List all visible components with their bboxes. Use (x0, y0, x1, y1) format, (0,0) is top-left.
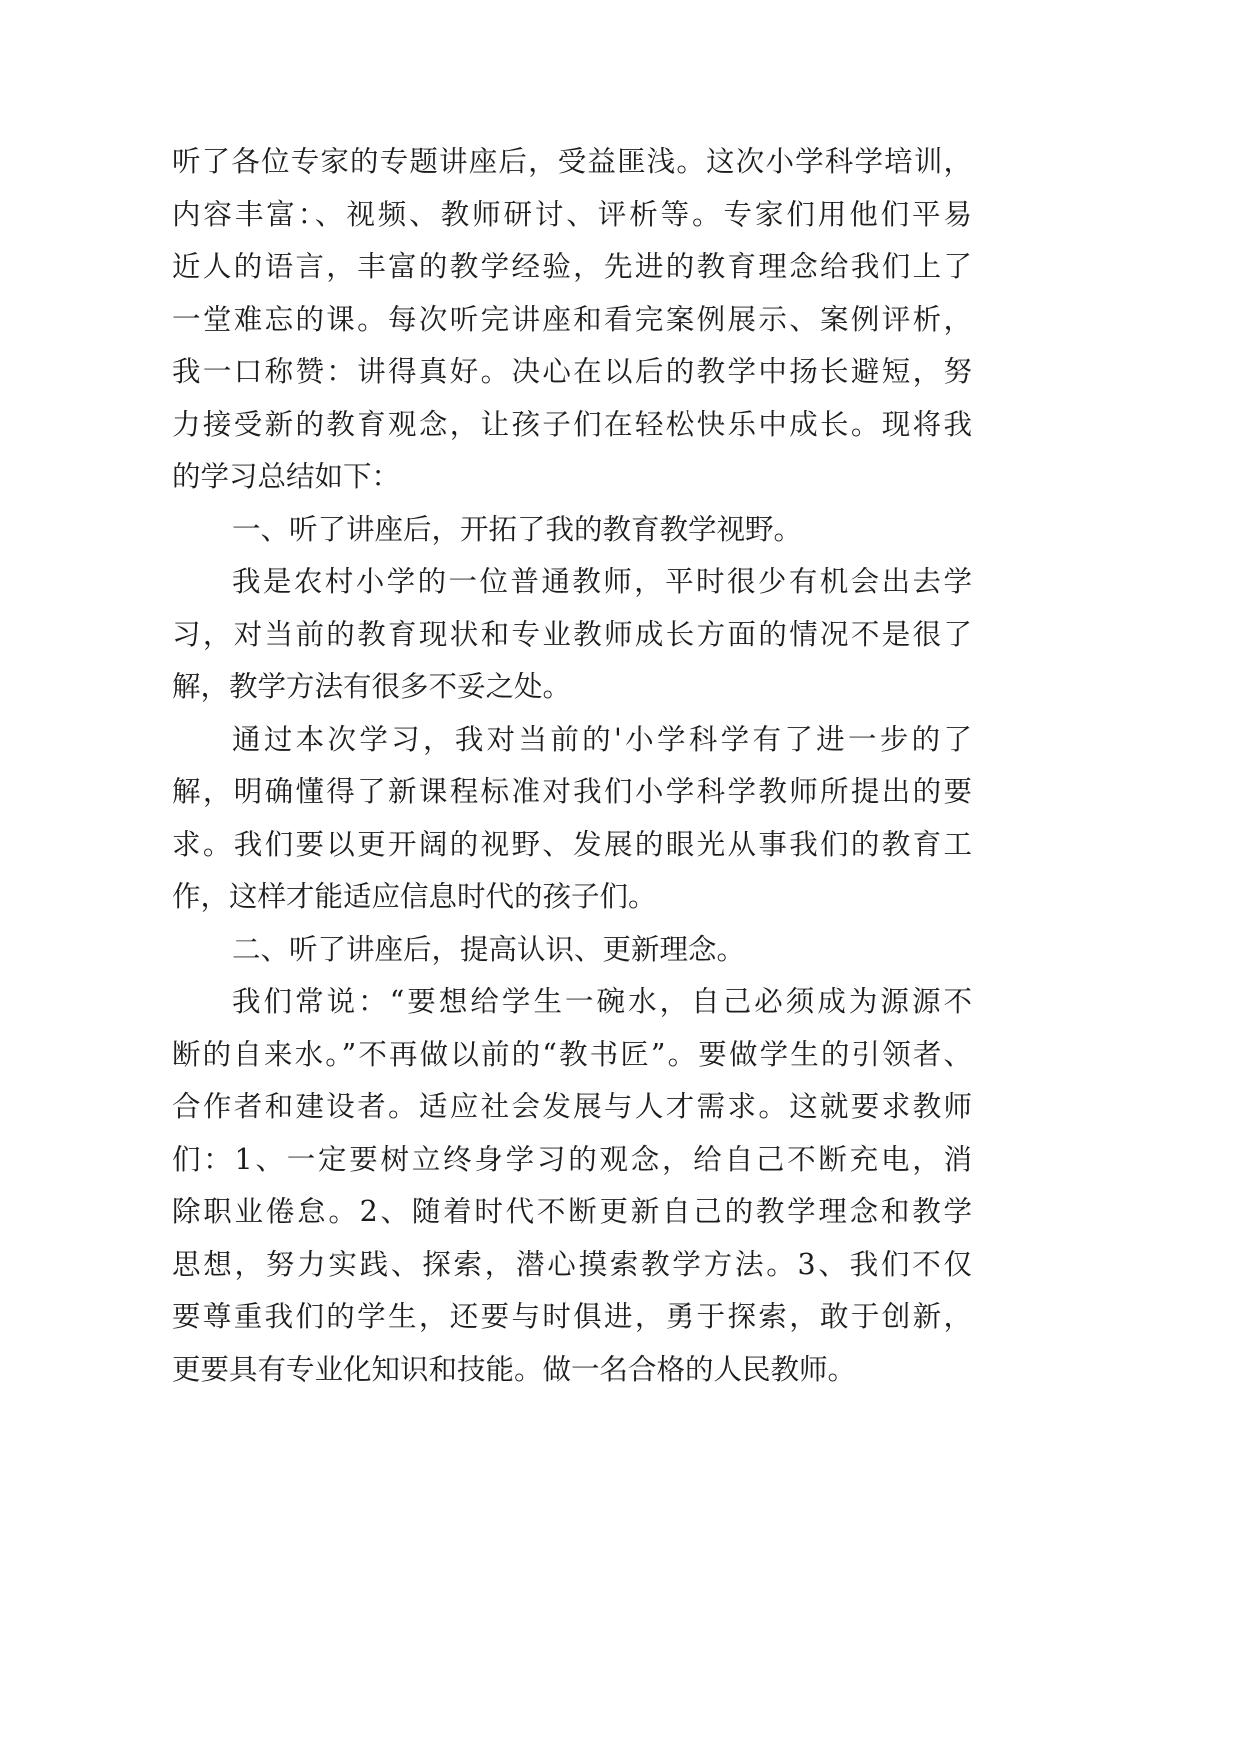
text-line: 一堂难忘的课。每次听完讲座和看完案例展示、案例评析， (172, 302, 972, 336)
text-line: 我们常说：“要想给学生一碗水，自己必须成为源源不 (232, 985, 972, 1018)
text-line: 更要具有专业化知识和技能。做一名合格的人民教师。 (172, 1352, 857, 1386)
paragraph-background (172, 556, 972, 714)
text-line: 合作者和建设者。适应社会发展与人才需求。这就要求教师 (172, 1090, 972, 1123)
text-line: 除职业倦怠。2、随着时代不断更新自己的教学理念和教学 (172, 1195, 972, 1228)
text-line: 作，这样才能适应信息时代的孩子们。 (172, 880, 657, 913)
text-line: 们：1、一定要树立终身学习的观念，给自己不断充电，消 (172, 1142, 972, 1176)
paragraph-learning (172, 714, 972, 924)
text-line: 解，明确懂得了新课程标准对我们小学科学教师所提出的要 (172, 775, 972, 808)
section-heading-line: 二、听了讲座后，提高认识、更新理念。 (232, 932, 746, 966)
text-line: 听了各位专家的专题讲座后，受益匪浅。这次小学科学培训， (172, 145, 972, 178)
text-line: 思想，努力实践、探索，潜心摸索教学方法。3、我们不仅 (172, 1247, 972, 1281)
text-line: 的学习总结如下： (172, 460, 401, 493)
text-line: 求。我们要以更开阔的视野、发展的眼光从事我们的教育工 (172, 827, 972, 861)
text-line: 解，教学方法有很多不妥之处。 (172, 670, 572, 703)
section-heading-line: 一、听了讲座后，开拓了我的教育教学视野。 (232, 512, 803, 546)
text-line: 力接受新的教育观念，让孩子们在轻松快乐中成长。现将我 (172, 407, 972, 441)
text-line: 断的自来水。”不再做以前的“教书匠”。要做学生的引领者、 (172, 1037, 972, 1071)
text-line: 近人的语言，丰富的教学经验，先进的教育理念给我们上了 (172, 250, 972, 283)
document-body (172, 136, 972, 1396)
section-heading-two (172, 924, 972, 977)
paragraph-ideas (172, 976, 972, 1396)
text-line: 通过本次学习，我对当前的'小学科学有了进一步的了 (232, 722, 972, 756)
text-line: 要尊重我们的学生，还要与时俱进，勇于探索，敢于创新， (172, 1300, 972, 1333)
paragraph-intro (172, 136, 972, 504)
text-line: 习，对当前的教育现状和专业教师成长方面的情况不是很了 (172, 617, 972, 651)
section-heading-one (172, 504, 972, 557)
text-line: 内容丰富：、视频、教师研讨、评析等。专家们用他们平易 (172, 197, 972, 231)
text-line: 我一口称赞：讲得真好。决心在以后的教学中扬长避短，努 (172, 355, 972, 388)
text-line: 我是农村小学的一位普通教师，平时很少有机会出去学 (232, 565, 972, 598)
